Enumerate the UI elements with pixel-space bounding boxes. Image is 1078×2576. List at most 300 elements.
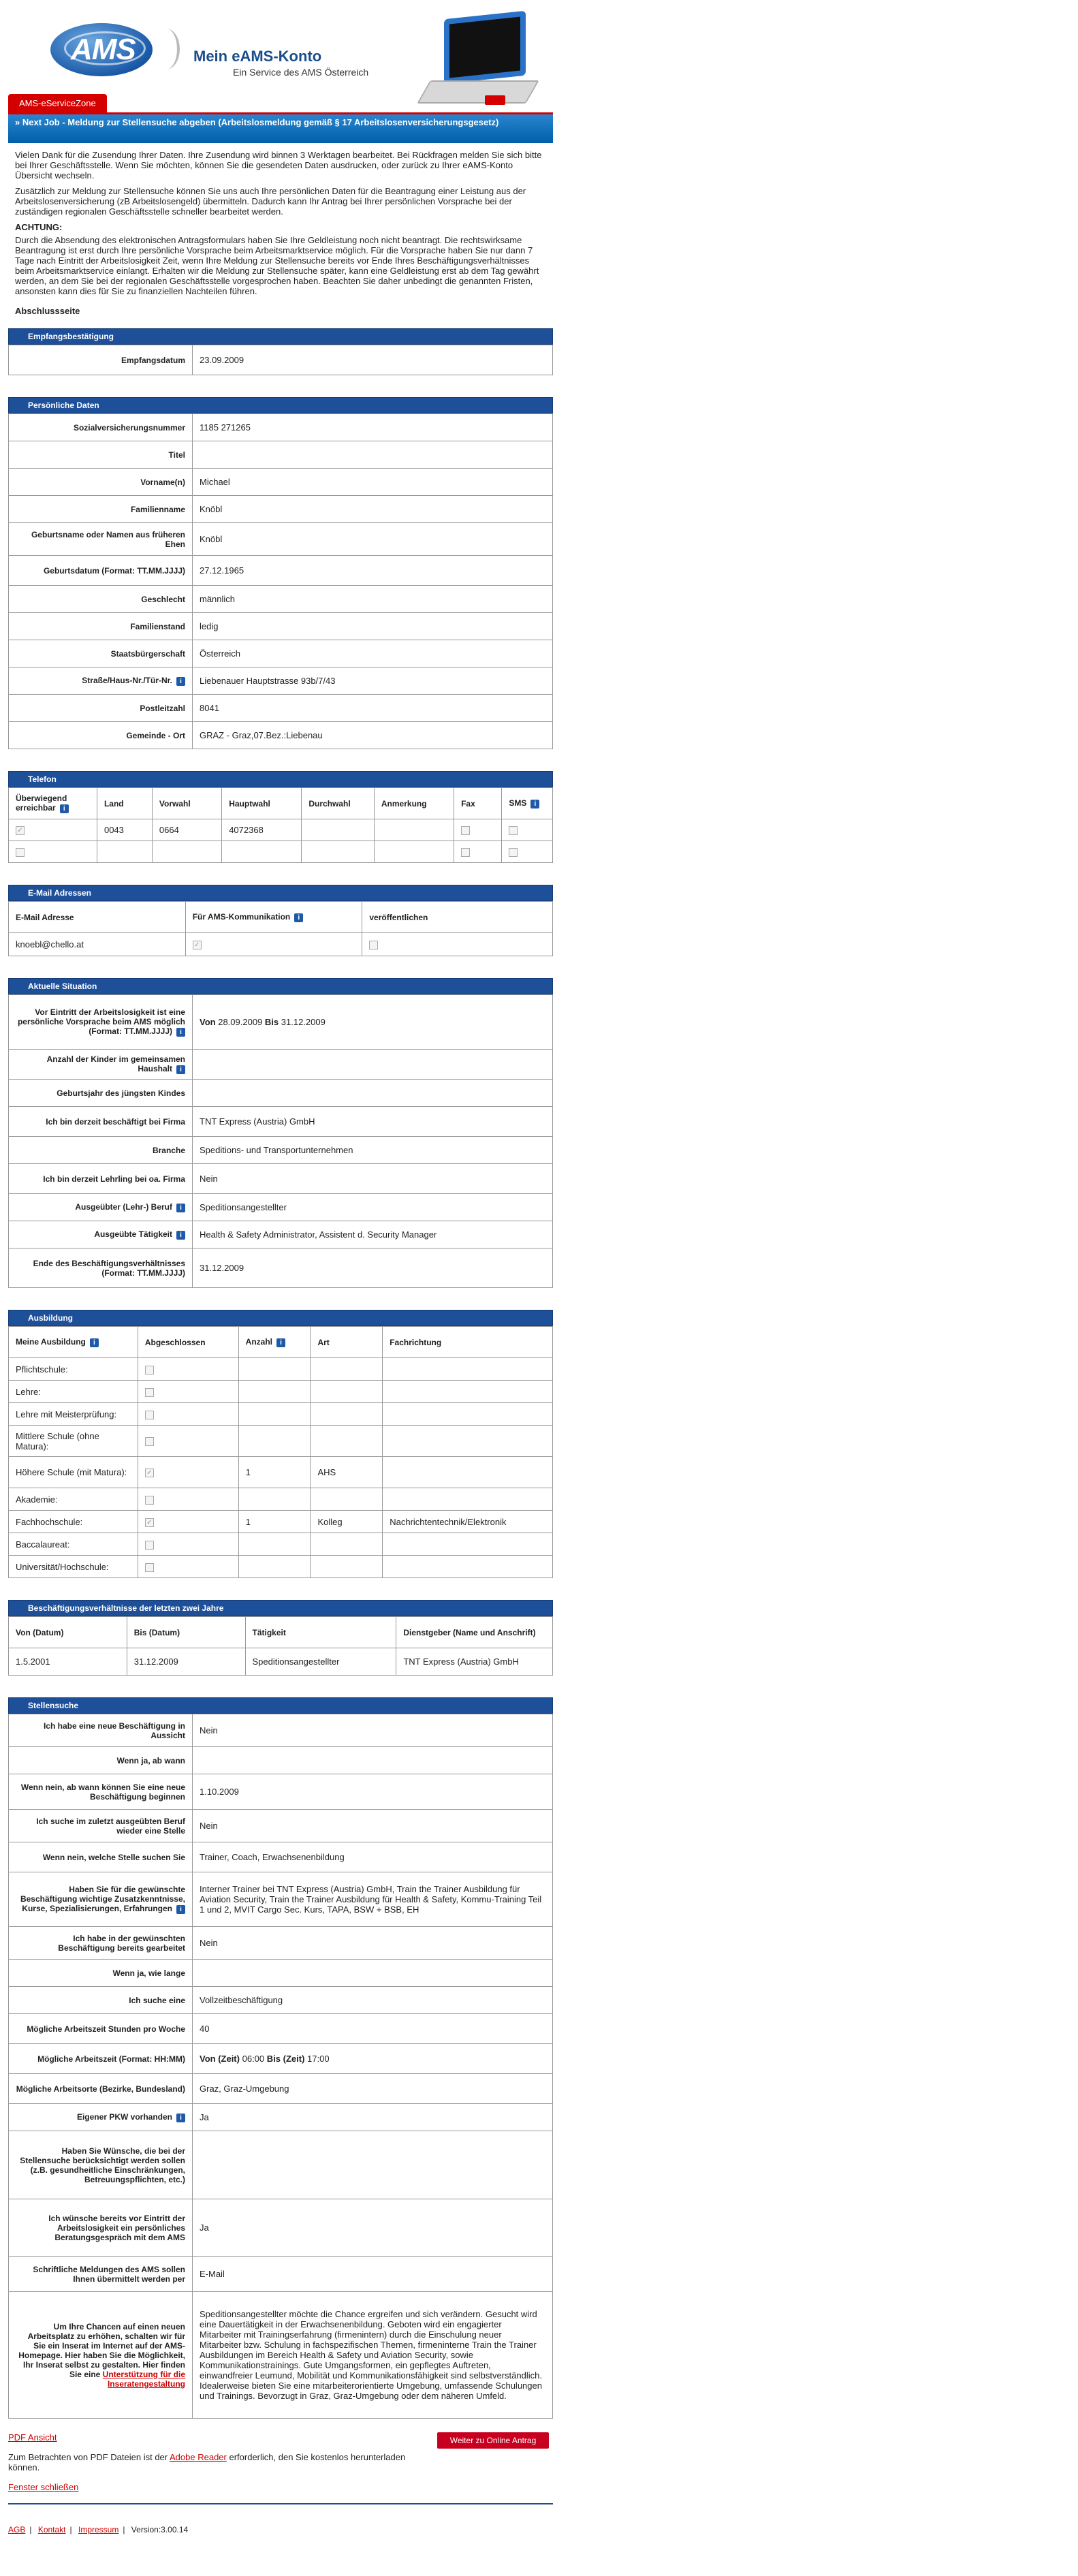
table-cell [362, 933, 553, 956]
table-row [9, 1248, 553, 1288]
field-value [193, 556, 553, 586]
table-row [9, 2074, 553, 2104]
table-cell [238, 1426, 311, 1457]
field-value [193, 345, 553, 375]
field-value-text: ledig [200, 621, 219, 631]
info-icon[interactable]: i [176, 2114, 185, 2122]
field-label [9, 1747, 193, 1774]
table-cell [222, 819, 302, 841]
table-cell [383, 1511, 553, 1533]
von-zeit-label: Von (Zeit) [200, 2054, 240, 2064]
field-value [193, 1194, 553, 1221]
separator: | [69, 2525, 72, 2534]
field-label-text: Geschlecht [141, 594, 185, 604]
table-cell [502, 841, 553, 863]
field-value [193, 1987, 553, 2014]
field-label [9, 1221, 193, 1248]
table-cell [138, 1511, 238, 1533]
info-icon[interactable]: i [60, 804, 69, 813]
field-label-text: Mögliche Arbeitszeit Stunden pro Woche [27, 2024, 185, 2034]
checkbox [145, 1388, 154, 1397]
field-value [193, 1842, 553, 1872]
field-label [9, 613, 193, 640]
field-label [9, 586, 193, 613]
field-label-text: Haben Sie für die gewünschte Beschäftigung wichtige Zusatzkenntnisse, Kurse, Spezialisierungen, Erfahrungen [20, 1885, 185, 1914]
info-icon[interactable]: i [294, 913, 303, 922]
checkbox [461, 848, 470, 857]
table-cell [311, 1511, 383, 1533]
field-value [193, 1714, 553, 1747]
empfang-section [8, 328, 553, 375]
info-icon[interactable]: i [176, 1065, 185, 1074]
checkbox [145, 1437, 154, 1446]
column-header-text: Von (Datum) [16, 1627, 64, 1637]
app-subtitle: Ein Service des AMS Österreich [233, 67, 369, 78]
column-header-text: Art [317, 1337, 330, 1347]
table-cell [238, 1358, 311, 1381]
table-cell [9, 1381, 138, 1403]
table-cell [245, 1648, 396, 1676]
checkbox [145, 1366, 154, 1375]
table-cell [9, 1533, 138, 1556]
column-header-text: E-Mail Adresse [16, 912, 74, 922]
field-value [193, 441, 553, 469]
field-value [193, 1774, 553, 1810]
field-value-text: Speditions- und Transportunternehmen [200, 1145, 353, 1155]
table-row [9, 2104, 553, 2131]
field-label-text: Mögliche Arbeitszeit (Format: HH:MM) [37, 2054, 185, 2064]
cell-text: 31.12.2009 [133, 1656, 178, 1667]
column-header [138, 1327, 238, 1358]
field-value-text: Vollzeitbeschäftigung [200, 1995, 283, 2005]
table-cell [9, 1457, 138, 1488]
cell-text: 1 [245, 1467, 251, 1477]
field-label [9, 695, 193, 722]
section-header: Aktuelle Situation [8, 978, 553, 994]
field-value-text: Nein [200, 1938, 218, 1948]
field-label-text: Schriftliche Meldungen des AMS sollen Ihnen übermittelt werden per [33, 2264, 185, 2284]
field-value-text: Speditionsangestellter möchte die Chance ergreifen und sich verändern. Gesucht wird eine Dauertätigkeit in der Erwachsenenbildung. Geboten wird ein engagierter Mitarbeiter mit Trainingserfahrung (firmenintern) durch die Einschulung neuer Mitarbeiter bzw. Schulung in fachspezifischen Themen, firmeninterne Train the Trainer Ausbildungen im Bereich Health & Safety und Aviation Security, sowie Kommunikationstrainings. Gute Umgangsformen, ein gepflegtes Auftreten, einwandfreier Leumund, Mobilität und Kommunikationsfähigkeit sind selbstverständlich. Idealerweise bieten Sie eine mitarbeiterorientierte Umgebung, umfassende Schulungen und Trainings. Bevorzugt in Graz, Graz-Umgebung oder dem näheren Umfeld. [200, 2309, 542, 2401]
table-row [9, 1488, 553, 1511]
agb-link[interactable]: AGB [8, 2525, 26, 2534]
info-icon[interactable]: i [176, 1905, 185, 1914]
column-header [152, 788, 221, 819]
table-cell [238, 1533, 311, 1556]
field-value-text: Knöbl [200, 534, 223, 544]
field-label-text: Empfangsdatum [121, 355, 185, 365]
cell-text: TNT Express (Austria) GmbH [403, 1656, 519, 1667]
beschaeftigung-table [8, 1616, 553, 1676]
field-value [193, 1137, 553, 1164]
bis-value: 31.12.2009 [281, 1017, 326, 1027]
column-header-text: Für AMS-Kommunikation [192, 912, 291, 922]
field-label [9, 441, 193, 469]
info-icon[interactable]: i [176, 1204, 185, 1212]
field-label [9, 1248, 193, 1288]
section-header: Beschäftigungsverhältnisse der letzten zwei Jahre [8, 1600, 553, 1616]
column-header [383, 1327, 553, 1358]
column-header [222, 788, 302, 819]
table-cell [383, 1426, 553, 1457]
table-cell [396, 1648, 553, 1676]
table-row [9, 1080, 553, 1107]
column-header [9, 788, 97, 819]
field-value [193, 667, 553, 695]
field-label [9, 1774, 193, 1810]
field-label [9, 1960, 193, 1987]
table-cell [9, 1511, 138, 1533]
person-table [8, 413, 553, 749]
table-row [9, 2257, 553, 2292]
table-row [9, 1164, 553, 1194]
field-value-text: Österreich [200, 648, 240, 659]
field-label [9, 523, 193, 556]
field-label [9, 1137, 193, 1164]
column-header [97, 788, 152, 819]
column-header-text: Land [104, 798, 124, 808]
checkbox [369, 941, 378, 949]
field-label-text: Wenn ja, wie lange [112, 1968, 185, 1978]
ausbildung-section [8, 1310, 553, 1578]
field-value [193, 1747, 553, 1774]
column-header-text: Durchwahl [308, 798, 351, 808]
cell-text: 1.5.2001 [16, 1656, 50, 1667]
table-row [9, 1927, 553, 1960]
column-header [362, 902, 553, 933]
field-value [193, 2104, 553, 2131]
closing-title: Abschlussseite [15, 306, 80, 316]
field-label [9, 469, 193, 496]
cell-text: AHS [317, 1467, 336, 1477]
field-label-text: Ich habe in der gewünschten Beschäftigung bereits gearbeitet [58, 1933, 185, 1953]
table-cell [138, 1457, 238, 1488]
field-label [9, 2257, 193, 2292]
table-cell [311, 1358, 383, 1381]
cell-text: Lehre mit Meisterprüfung: [16, 1409, 117, 1419]
table-row [9, 345, 553, 375]
checkbox [145, 1541, 154, 1550]
adobe-link[interactable]: Adobe Reader [170, 2452, 227, 2462]
info-icon[interactable]: i [276, 1338, 285, 1347]
field-label-text: Ich bin derzeit Lehrling bei oa. Firma [43, 1174, 185, 1184]
column-header-text: Hauptwahl [229, 798, 270, 808]
field-value [193, 2131, 553, 2199]
app-title: Mein eAMS-Konto [193, 48, 322, 65]
field-value [193, 1164, 553, 1194]
table-row [9, 469, 553, 496]
table-row [9, 841, 553, 863]
kontakt-link[interactable]: Kontakt [37, 2525, 66, 2534]
field-value [193, 469, 553, 496]
field-label [9, 2074, 193, 2104]
table-row [9, 1426, 553, 1457]
checkbox [16, 848, 25, 857]
field-label-text: Wenn ja, ab wann [116, 1755, 185, 1765]
email-section [8, 885, 553, 956]
von-label: Von [200, 1017, 216, 1027]
section-header: Telefon [8, 771, 553, 787]
ausbildung-table [8, 1326, 553, 1578]
checkbox: ✓ [16, 826, 25, 835]
field-value-text: 1.10.2009 [200, 1787, 239, 1797]
impressum-link[interactable]: Impressum [78, 2525, 119, 2534]
cell-text: 1 [245, 1516, 251, 1527]
inserat-help-link[interactable]: Unterstützung für die Inseratengestaltung [102, 2369, 185, 2389]
field-label [9, 1164, 193, 1194]
table-cell [311, 1488, 383, 1511]
field-label-text: Straße/Haus-Nr./Tür-Nr. [82, 676, 172, 686]
table-cell [238, 1457, 311, 1488]
table-row [9, 640, 553, 667]
table-row [9, 414, 553, 441]
field-value-text: 23.09.2009 [200, 355, 244, 365]
column-header [302, 788, 375, 819]
field-value [193, 414, 553, 441]
table-cell [152, 841, 221, 863]
field-label [9, 1107, 193, 1137]
checkbox [461, 826, 470, 835]
column-header [9, 902, 186, 933]
table-cell [152, 819, 221, 841]
checkbox [509, 826, 518, 835]
info-icon[interactable]: i [530, 800, 539, 808]
table-cell [374, 819, 454, 841]
table-row [9, 1747, 553, 1774]
field-value [193, 2257, 553, 2292]
table-cell [238, 1511, 311, 1533]
stellensuche-section [8, 1697, 553, 2419]
column-header-text: Abgeschlossen [144, 1337, 206, 1347]
column-header-text: Tätigkeit [252, 1627, 286, 1637]
field-value [193, 1960, 553, 1987]
warning-title: ACHTUNG: [15, 222, 63, 232]
field-label [9, 722, 193, 749]
field-value [193, 2292, 553, 2419]
field-value [193, 995, 553, 1050]
table-row [9, 1194, 553, 1221]
field-label-text: Gemeinde - Ort [126, 730, 185, 740]
pdf-note-pre: Zum Betrachten von PDF Dateien ist der [8, 2452, 168, 2462]
intro-p3: Durch die Absendung des elektronischen Antragsformulars haben Sie Ihre Geldleistung noch nicht beantragt. Die rechtswirksame Beantragung ist erst durch Ihre persönliche Vorsprache beim Arbeitsmarktservice möglich. Für die Vorsprache haben Sie nur dann 7 Tage nach Eintritt der Arbeitslosigkeit Zeit, wenn Ihre Meldung zur Stellensuche bereits vor Ende Ihres Beschäftigungsverhältnisses beim Arbeitsmarktservice einlangt. Erhalten wir die Meldung zur Stellensuche später, kann eine Geldleistung erst ab dem Tag gewährt werden, an dem Sie bei der regionalen Geschäftsstelle vorgesprochen haben. Beachten Sie daher unbedingt die genannten Fristen, ansonsten kann dies für Sie zu finanziellen Nachteilen führen. [15, 235, 539, 296]
table-row [9, 819, 553, 841]
section-header: Stellensuche [8, 1697, 553, 1714]
table-cell [97, 819, 152, 841]
cell-text: Nachrichtentechnik/Elektronik [390, 1516, 507, 1527]
info-icon[interactable]: i [90, 1338, 99, 1347]
field-value-text: Speditionsangestellter [200, 1202, 287, 1212]
table-row [9, 1221, 553, 1248]
field-value-text: 1185 271265 [200, 422, 251, 433]
field-value-text: männlich [200, 594, 236, 604]
close-window-link[interactable]: Fenster schließen [8, 2482, 79, 2492]
field-label [9, 2044, 193, 2074]
column-header [185, 902, 362, 933]
table-row [9, 1107, 553, 1137]
field-value-text: Graz, Graz-Umgebung [200, 2084, 289, 2094]
table-cell [311, 1533, 383, 1556]
field-label-text: Wenn nein, welche Stelle suchen Sie [42, 1852, 185, 1862]
table-row [9, 933, 553, 956]
table-cell [138, 1403, 238, 1426]
field-label-text: Branche [152, 1145, 185, 1155]
cell-text: Mittlere Schule (ohne Matura): [16, 1430, 99, 1451]
checkbox: ✓ [145, 1468, 154, 1477]
field-value-text: 31.12.2009 [200, 1263, 244, 1273]
section-header: E-Mail Adressen [8, 885, 553, 901]
table-cell [127, 1648, 245, 1676]
table-cell [138, 1426, 238, 1457]
section-header: Ausbildung [8, 1310, 553, 1326]
bis-label: Bis [264, 1017, 279, 1027]
next-online-application-button[interactable]: Weiter zu Online Antrag [437, 2432, 549, 2449]
column-header-text: Fax [461, 798, 475, 808]
table-cell [383, 1403, 553, 1426]
column-header [311, 1327, 383, 1358]
field-label [9, 1927, 193, 1960]
page [8, 0, 553, 2534]
field-label-text: Ausgeübte Tätigkeit [94, 1229, 172, 1240]
info-icon[interactable]: i [176, 677, 185, 686]
telefon-section [8, 771, 553, 863]
field-label [9, 2104, 193, 2131]
field-label-text: Vor Eintritt der Arbeitslosigkeit ist eine persönliche Vorsprache beim AMS möglich (Format: TT.MM.JJJJ) [17, 1007, 185, 1037]
table-row [9, 1648, 553, 1676]
table-cell [9, 819, 97, 841]
checkbox: ✓ [193, 941, 202, 949]
laptop-illustration [410, 15, 539, 110]
field-value-text: Health & Safety Administrator, Assistent d. Security Manager [200, 1229, 437, 1240]
column-header-text: veröffentlichen [369, 912, 428, 922]
bottom-bar [8, 2503, 553, 2534]
separator: | [123, 2525, 125, 2534]
field-label [9, 2199, 193, 2257]
table-row [9, 1533, 553, 1556]
table-row [9, 1774, 553, 1810]
table-row [9, 1987, 553, 2014]
field-label-text: Ausgeübter (Lehr-) Beruf [75, 1202, 172, 1212]
column-header-text: Anzahl [245, 1337, 273, 1347]
eservicezone-tab[interactable]: AMS-eServiceZone [8, 94, 107, 112]
field-label [9, 1810, 193, 1842]
bis-zeit-value: 17:00 [307, 2054, 330, 2064]
field-label [9, 1842, 193, 1872]
table-row [9, 1714, 553, 1747]
info-icon[interactable]: i [176, 1028, 185, 1037]
table-cell [311, 1381, 383, 1403]
column-header [238, 1327, 311, 1358]
field-label-text: Sozialversicherungsnummer [73, 422, 185, 433]
table-cell [138, 1381, 238, 1403]
table-row [9, 2292, 553, 2419]
table-cell [502, 819, 553, 841]
checkbox [145, 1411, 154, 1419]
cell-text: Lehre: [16, 1386, 41, 1397]
checkbox: ✓ [145, 1518, 154, 1527]
table-cell [9, 933, 186, 956]
table-row [9, 586, 553, 613]
beschaeftigung-section [8, 1600, 553, 1676]
field-value [193, 586, 553, 613]
table-row [9, 1050, 553, 1080]
table-row [9, 1842, 553, 1872]
field-label-text: Geburtsname oder Namen aus früheren Ehen [31, 529, 185, 549]
telefon-table [8, 787, 553, 863]
email-table [8, 901, 553, 956]
bis-zeit-label: Bis (Zeit) [266, 2054, 305, 2064]
situation-table [8, 994, 553, 1288]
table-row [9, 441, 553, 469]
field-value-text: Knöbl [200, 504, 223, 514]
field-value-text: Liebenauer Hauptstrasse 93b/7/43 [200, 676, 336, 686]
intro-p2: Zusätzlich zur Meldung zur Stellensuche können Sie uns auch Ihre persönlichen Daten für die Beantragung einer Leistung aus der Arbeitslosenversicherung (zB Arbeitslosengeld) übermitteln. Dadurch kann Ihr Antrag bei Ihrer persönlichen Vorsprache bei der zuständigen regionalen Geschäftsstelle schneller bearbeitet werden. [15, 186, 526, 217]
table-cell [9, 1556, 138, 1578]
field-label [9, 2014, 193, 2044]
table-cell [238, 1381, 311, 1403]
field-value-text: GRAZ - Graz,07.Bez.:Liebenau [200, 730, 323, 740]
field-value-text: Nein [200, 1725, 218, 1735]
column-header [9, 1617, 127, 1648]
table-cell [9, 1488, 138, 1511]
checkbox [145, 1496, 154, 1505]
header [8, 0, 553, 114]
field-label-text: Postleitzahl [140, 703, 185, 713]
field-value-text: Ja [200, 2222, 209, 2233]
field-value [193, 1927, 553, 1960]
table-cell [383, 1533, 553, 1556]
pdf-note-post: erforderlich, den Sie kostenlos herunterladen können. [8, 2452, 406, 2472]
cell-text: Speditionsangestellter [252, 1656, 340, 1667]
field-value [193, 2044, 553, 2074]
table-cell [383, 1488, 553, 1511]
field-value-text: 40 [200, 2024, 210, 2034]
intro-p1: Vielen Dank für die Zusendung Ihrer Daten. Ihre Zusendung wird binnen 3 Werktagen bearbeitet. Bei Rückfragen melden Sie sich bitte bei Ihrer Geschäftsstelle. Wenn Sie möchten, können Sie die gesendeten Daten ausdrucken, oder zurück zu Ihrer eAMS-Konto Übersicht wechseln. [15, 150, 542, 180]
info-icon[interactable]: i [176, 1231, 185, 1240]
table-row [9, 613, 553, 640]
column-header [374, 788, 454, 819]
field-label-text: Mögliche Arbeitsorte (Bezirke, Bundesland) [16, 2084, 185, 2094]
table-cell [185, 933, 362, 956]
field-value [193, 2014, 553, 2044]
field-label-text: Geburtsjahr des jüngsten Kindes [57, 1088, 185, 1098]
cell-text: Höhere Schule (mit Matura): [16, 1467, 127, 1477]
pdf-link[interactable]: PDF Ansicht [8, 2432, 57, 2443]
field-value [193, 1050, 553, 1080]
field-value [193, 1080, 553, 1107]
field-label [9, 1987, 193, 2014]
field-label [9, 995, 193, 1050]
table-cell [302, 819, 375, 841]
field-label [9, 1080, 193, 1107]
table-row [9, 1358, 553, 1381]
table-row [9, 1810, 553, 1842]
column-header [396, 1617, 553, 1648]
table-row [9, 1872, 553, 1927]
footer [8, 2432, 553, 2492]
table-row [9, 556, 553, 586]
field-label-text: Ich habe eine neue Beschäftigung in Aussicht [43, 1721, 185, 1740]
field-label-text: Staatsbürgerschaft [110, 648, 185, 659]
column-header-text: Bis (Datum) [133, 1627, 180, 1637]
field-value-text: 27.12.1965 [200, 565, 244, 576]
checkbox [509, 848, 518, 857]
field-value [193, 523, 553, 556]
field-value-text: TNT Express (Austria) GmbH [200, 1116, 315, 1127]
field-value [193, 2074, 553, 2104]
table-header-row [9, 902, 553, 933]
table-cell [9, 1648, 127, 1676]
table-row [9, 1556, 553, 1578]
situation-section [8, 978, 553, 1288]
